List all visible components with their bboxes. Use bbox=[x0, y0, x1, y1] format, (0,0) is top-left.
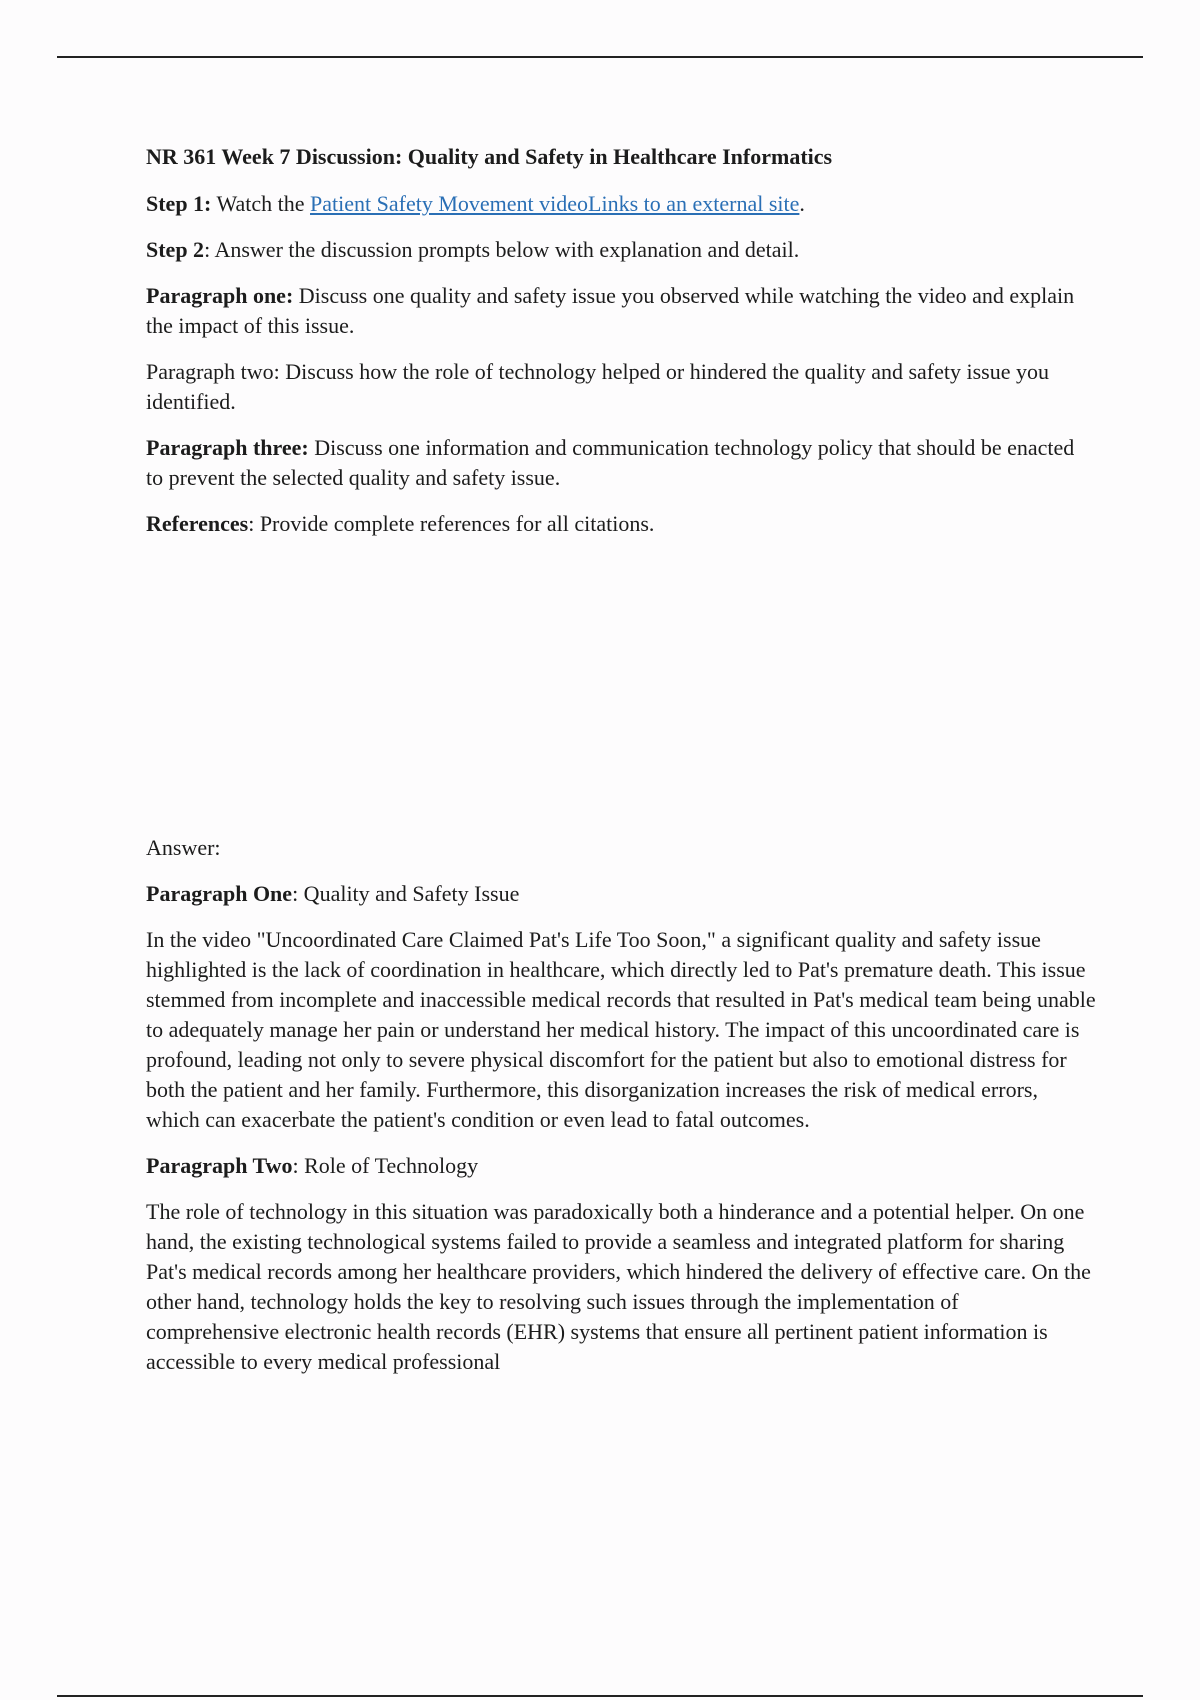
answer-two-body: The role of technology in this situation was paradoxically both a hinderance and a potential helper. On one hand, the existing technological systems failed to provide a seamless and integrated platform for sharing Pat's medical records among her healthcare providers, which hindered the delivery of effective care. On the other hand, technology holds the key to resolving such issues through the implementation of comprehensive electronic health records (EHR) systems that ensure all pertinent patient information is accessible to every medical professional bbox=[146, 1199, 1091, 1374]
references-prompt: References: Provide complete references for all citations. bbox=[146, 511, 655, 536]
step-1: Step 1: Watch the Patient Safety Movement videoLinks to an external site. bbox=[146, 191, 805, 216]
answer-label: Answer: bbox=[146, 835, 221, 860]
step-2: Step 2: Answer the discussion prompts below with explanation and detail. bbox=[146, 237, 800, 262]
paragraph-one-prompt: Paragraph one: Discuss one quality and safety issue you observed while watching the video and explain the impact of this issue. bbox=[146, 283, 1075, 338]
step-1-label: Step 1: bbox=[146, 191, 212, 216]
document-body bbox=[146, 142, 1096, 1393]
patient-safety-video-link[interactable]: Patient Safety Movement videoLinks to an external site bbox=[310, 191, 800, 216]
answer-one-heading: Paragraph One: Quality and Safety Issue bbox=[146, 881, 520, 906]
header-rule bbox=[57, 56, 1143, 58]
paragraph-two-prompt: Paragraph two: Discuss how the role of technology helped or hindered the quality and safety issue you identified. bbox=[146, 359, 1049, 414]
answer-two-heading: Paragraph Two: Role of Technology bbox=[146, 1153, 479, 1178]
step-2-label: Step 2 bbox=[146, 237, 205, 262]
footer-rule bbox=[57, 1695, 1143, 1697]
paragraph-three-prompt: Paragraph three: Discuss one information and communication technology policy that should be enacted to prevent the selected quality and safety issue. bbox=[146, 435, 1075, 490]
document-title: NR 361 Week 7 Discussion: Quality and Safety in Healthcare Informatics bbox=[146, 144, 833, 169]
blank-space bbox=[146, 555, 1096, 833]
answer-one-body: In the video "Uncoordinated Care Claimed Pat's Life Too Soon," a significant quality and safety issue highlighted is the lack of coordination in healthcare, which directly led to Pat's premature death. This issue stemmed from incomplete and inaccessible medical records that resulted in Pat's medical team being unable to adequately manage her pain or understand her medical history. The impact of this uncoordinated care is profound, leading not only to severe physical discomfort for the patient but also to emotional distress for both the patient and her family. Furthermore, this disorganization increases the risk of medical errors, which can exacerbate the patient's condition or even lead to fatal outcomes. bbox=[146, 927, 1096, 1132]
